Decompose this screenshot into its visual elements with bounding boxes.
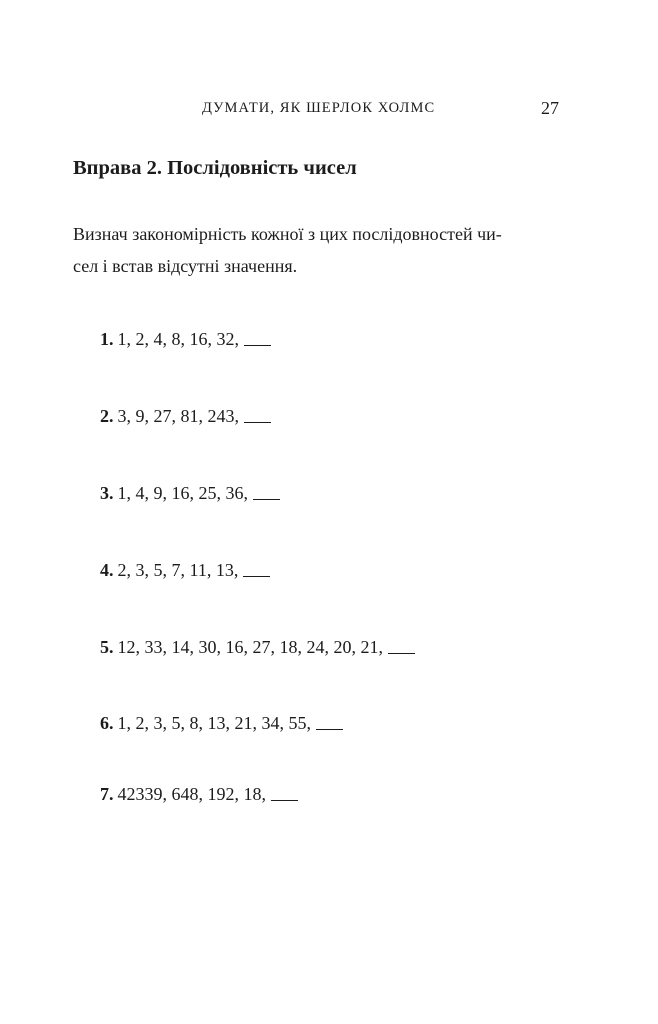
instructions-line: Визнач закономірність кожної з цих послідовностей чи-: [73, 224, 502, 244]
sequence-item: [100, 480, 280, 506]
running-title: ДУМАТИ, ЯК ШЕРЛОК ХОЛМС: [202, 100, 436, 116]
sequence-number: 4.: [100, 560, 114, 580]
answer-blank: [316, 711, 343, 730]
answer-blank: [244, 327, 271, 346]
sequence-number: 6.: [100, 713, 114, 733]
sequence-number: 5.: [100, 637, 114, 657]
sequence-item: [100, 403, 271, 429]
exercise-title: Вправа 2. Послідовність чисел: [73, 157, 357, 179]
answer-blank: [243, 558, 270, 577]
running-head: [0, 96, 658, 120]
page-number: 27: [541, 98, 559, 118]
sequence-number: 3.: [100, 483, 114, 503]
sequence-number: 2.: [100, 406, 114, 426]
exercise-instructions: [73, 218, 593, 282]
answer-blank: [388, 635, 415, 654]
answer-blank: [253, 481, 280, 500]
sequence-item: [100, 634, 415, 660]
answer-blank: [244, 404, 271, 423]
sequence-number: 7.: [100, 784, 114, 804]
sequence-values: 1, 4, 9, 16, 25, 36,: [117, 483, 248, 503]
sequence-item: [100, 326, 271, 352]
sequence-values: 1, 2, 4, 8, 16, 32,: [117, 329, 239, 349]
sequence-number: 1.: [100, 329, 114, 349]
sequence-values: 3, 9, 27, 81, 243,: [117, 406, 239, 426]
sequence-values: 12, 33, 14, 30, 16, 27, 18, 24, 20, 21,: [117, 637, 383, 657]
answer-blank: [271, 782, 298, 801]
sequence-values: 2, 3, 5, 7, 11, 13,: [117, 560, 239, 580]
instructions-line: сел і встав відсутні значення.: [73, 256, 298, 276]
sequence-values: 42339, 648, 192, 18,: [117, 784, 266, 804]
sequence-item: [100, 710, 343, 736]
sequence-values: 1, 2, 3, 5, 8, 13, 21, 34, 55,: [117, 713, 311, 733]
sequence-item: [100, 781, 298, 807]
sequence-item: [100, 557, 270, 583]
